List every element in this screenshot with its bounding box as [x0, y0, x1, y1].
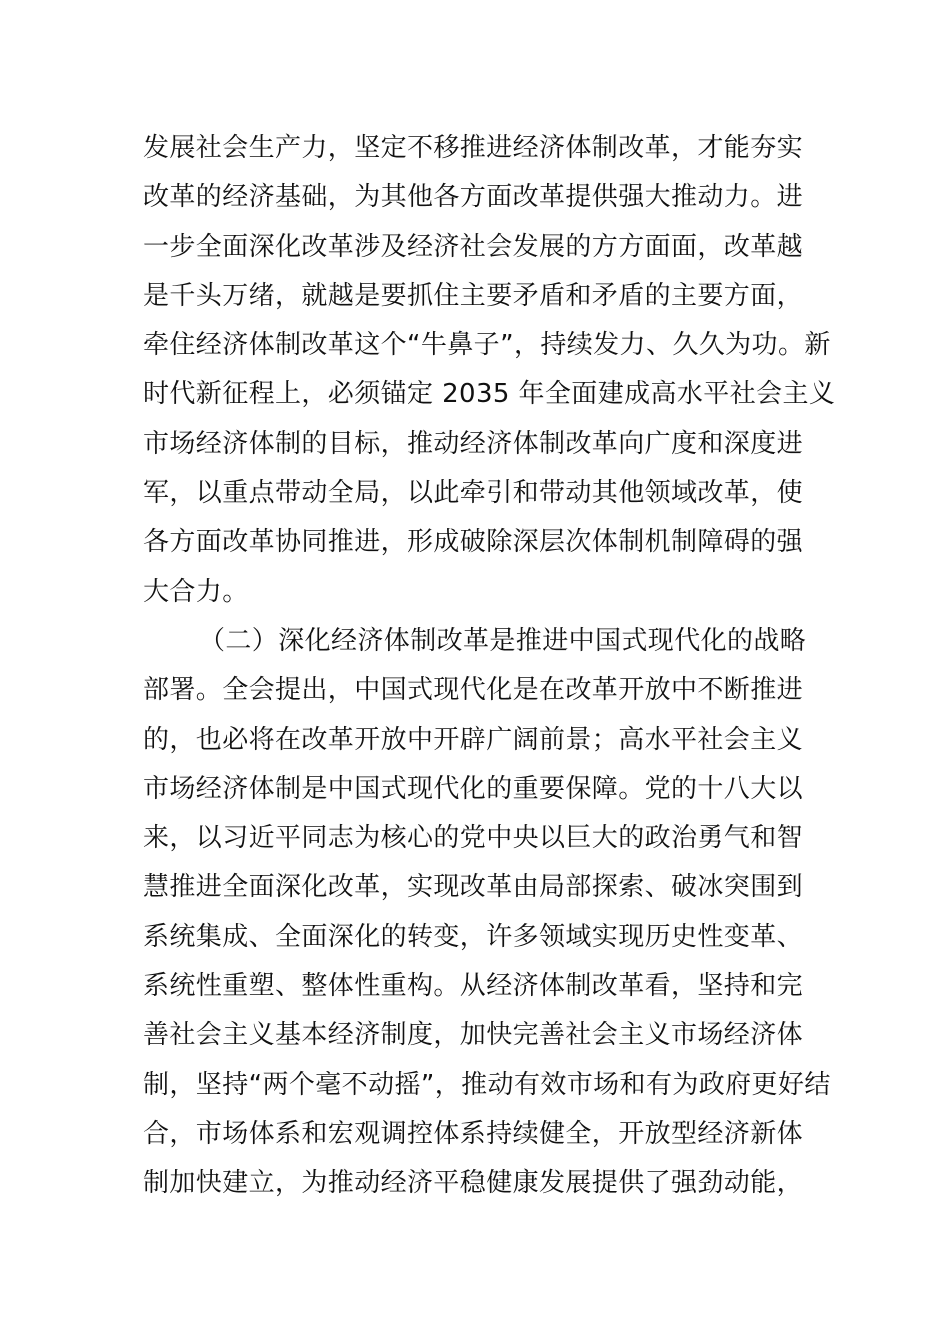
text-line: 改革的经济基础，为其他各方面改革提供强大推动力。进 — [143, 182, 804, 213]
text-line: 的，也必将在改革开放中开辟广阔前景；高水平社会主义 — [143, 724, 804, 755]
text-line: 系统集成、全面深化的转变，许多领域实现历史性变革、 — [143, 921, 804, 952]
section-heading-line: （二）深化经济体制改革是推进中国式现代化的战略 — [199, 625, 807, 656]
text-line: 合，市场体系和宏观调控体系持续健全，开放型经济新体 — [143, 1118, 804, 1149]
text-line: 部署。全会提出，中国式现代化是在改革开放中不断推进 — [143, 675, 804, 706]
text-line: 慧推进全面深化改革，实现改革由局部探索、破冰突围到 — [143, 872, 804, 903]
text-line: 各方面改革协同推进，形成破除深层次体制机制障碍的强 — [143, 527, 804, 558]
text-line: 大合力。 — [143, 576, 249, 607]
text-line: 来，以习近平同志为核心的党中央以巨大的政治勇气和智 — [143, 823, 804, 854]
text-line: 军，以重点带动全局，以此牵引和带动其他领域改革，使 — [143, 478, 804, 509]
text-line: 一步全面深化改革涉及经济社会发展的方方面面，改革越 — [143, 231, 804, 262]
text-line: 是千头万绪，就越是要抓住主要矛盾和矛盾的主要方面， — [143, 280, 804, 311]
text-line: 市场经济体制的目标，推动经济体制改革向广度和深度进 — [143, 428, 804, 459]
text-line: 系统性重塑、整体性重构。从经济体制改革看，坚持和完 — [143, 971, 804, 1002]
text-line: 善社会主义基本经济制度，加快完善社会主义市场经济体 — [143, 1020, 804, 1051]
text-line: 制加快建立，为推动经济平稳健康发展提供了强劲动能， — [143, 1168, 804, 1199]
text-line: 时代新征程上，必须锚定 2035 年全面建成高水平社会主义 — [143, 379, 836, 410]
text-line: 发展社会生产力，坚定不移推进经济体制改革，才能夯实 — [143, 133, 804, 163]
body-text — [143, 124, 836, 1209]
text-line: 制，坚持“两个毫不动摇”，推动有效市场和有为政府更好结 — [143, 1069, 831, 1100]
text-line: 牵住经济体制改革这个“牛鼻子”，持续发力、久久为功。新 — [143, 330, 831, 361]
text-line: 市场经济体制是中国式现代化的重要保障。党的十八大以 — [143, 773, 804, 804]
